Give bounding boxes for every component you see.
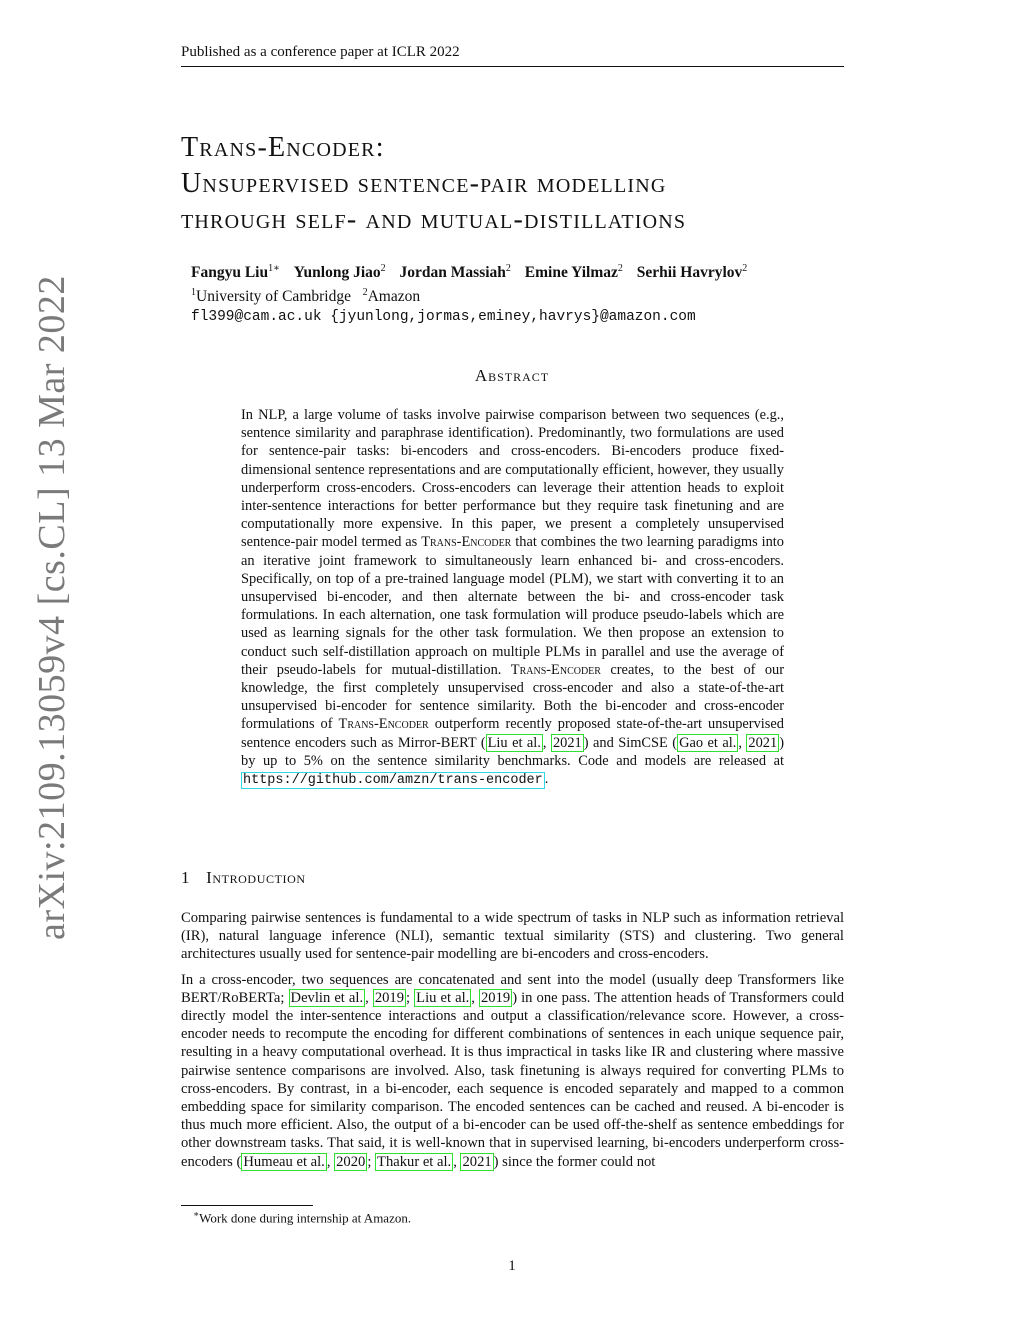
citation-link[interactable]: 2021 [462, 1153, 492, 1170]
introduction-body [181, 909, 844, 1178]
model-name: Trans-Encoder [338, 716, 429, 733]
author: Serhii Havrylov$^2$ [636, 263, 748, 282]
paragraph: Comparing pairwise sentences is fundamental to a wide spectrum of tasks in NLP such as information retrieval (IR), natural language inference (NLI), semantic textual similarity (STS) and clustering. Two general architectures usually used for sentence-pair modelling are bi-encoders and cross-encoders. [181, 910, 844, 963]
author: Fangyu Liu$^{1∗}$ [191, 263, 280, 282]
author-emails: fl399@cam.ac.uk {jyunlong,jormas,eminey,havrys}@amazon.com [191, 309, 696, 326]
abstract-heading: Abstract [474, 366, 550, 385]
page-number: 1 [508, 1258, 516, 1274]
paper-title [181, 130, 844, 238]
model-name: Trans-Encoder [421, 534, 512, 551]
section-number: 1 [181, 868, 191, 887]
title-line-3: through self- and mutual-distillations [181, 204, 687, 235]
affiliations: $^1$University of Cambridge $^2$Amazon [191, 287, 421, 306]
code-url-link[interactable]: https://github.com/amzn/trans-encoder [243, 773, 543, 789]
author-names [191, 259, 841, 283]
paragraph: In a cross-encoder, two sequences are concatenated and sent into the model (usually deep Transformers like BERT/RoBERTa; Devlin et al. , 2019 ; Liu et al. , 2019 ) in one pass. The attention heads of Transformers could directly model the inter-sentence interactions and output a classification/relevance score. However, a cross-encoder needs to recompute the encoding for different combinations of sentences in each unique sequence pair, resulting in a heavy computational overhead. It is thus impractical in tasks like IR and clustering where massive pairwise sentence comparisons are involved. Also, task finetuning is always required for converting PLMs to cross-encoders. By contrast, in a bi-encoder, each sequence is encoded separately and mapped to a common embedding space for similarity comparison. The encoded sentences can be cached and reused. A bi-encoder is thus much more efficient. Also, the output of a bi-encoder can be used off-the-shelf as sentence embeddings for other downstream tasks. That said, it is well-known that in supervised learning, bi-encoders underperform cross-encoders ( Humeau et al. , 2020 ; Thakur et al. , 2021 ) since the former could not [181, 971, 845, 1170]
footnote: ∗Work done during internship at Amazon. [193, 1209, 412, 1226]
title-line-2: Unsupervised sentence-pair modelling [181, 168, 667, 199]
citation-link[interactable]: 2019 [481, 989, 511, 1006]
running-header: Published as a conference paper at ICLR 2022 [181, 44, 844, 67]
citation-link[interactable]: Thakur et al. [377, 1153, 452, 1170]
citation-link[interactable]: Humeau et al. [243, 1153, 325, 1170]
citation-link[interactable]: 2020 [336, 1153, 366, 1170]
citation-link[interactable]: Gao et al. [679, 734, 737, 751]
citation-link[interactable]: Devlin et al. [290, 989, 364, 1006]
author: Yunlong Jiao$^2$ [293, 263, 386, 282]
citation-link[interactable]: 2019 [374, 989, 405, 1006]
footnote-divider [181, 1205, 313, 1206]
citation-link[interactable]: Liu et al. [487, 734, 541, 751]
author-block [191, 259, 841, 327]
arxiv-stamp: arXiv:2109.13059v4 [cs.CL] 13 Mar 2022 [31, 275, 73, 940]
author: Emine Yilmaz$^2$ [524, 263, 623, 282]
abstract-text: In NLP, a large volume of tasks involve pairwise comparison between two sequences (e.g., sentence similarity and paraphrase identification). Predominantly, two formulations are used for sentence-pair tasks: bi-encoders and cross-encoders. Bi-encoders produce fixed-dimensional sentence representations and are computationally efficient, however, they usually underperform cross-encoders. Cross-encoders can leverage their attention heads to exploit inter-sentence interactions for better performance but they require task finetuning and are computationally more expensive. In this paper, we present a completely unsupervised sentence-pair model termed as Trans-Encoder that combines the two learning paradigms into an iterative joint framework to simultaneously learn enhanced bi- and cross-encoders. Specifically, on top of a pre-trained language model (PLM), we start with converting it to an unsupervised bi-encoder, and then alternate between the bi- and cross-encoder task formulations. In each alternation, one task formulation will produce pseudo-labels which are used as learning signals for the other task formulation. We then propose an extension to conduct such self-distillation approach on multiple PLMs in parallel and use the average of their pseudo-labels for mutual-distillation. Trans-Encoder creates, to the best of our knowledge, the first completely unsupervised cross-encoder and also a state-of-the-art unsupervised bi-encoder for sentence similarity. Both the bi-encoder and cross-encoder formulations of Trans-Encoder outperform recently proposed state-of-the-art unsupervised sentence encoders such as Mirror-BERT ( Liu et al. , 2021 ) and SimCSE ( Gao et al. , 2021 ) by up to 5% on the sentence similarity benchmarks. Code and models are released at https://github.com/amzn/trans-encoder . [241, 407, 785, 789]
model-name: Trans-Encoder [510, 661, 601, 678]
title-line-1: Trans-Encoder: [181, 132, 385, 163]
author: Jordan Massiah$^2$ [399, 263, 511, 282]
section-heading [181, 868, 306, 888]
citation-link[interactable]: 2021 [552, 734, 582, 751]
citation-link[interactable]: Liu et al. [416, 989, 470, 1006]
citation-link[interactable]: 2021 [748, 734, 778, 751]
section-title: Introduction [206, 868, 306, 887]
